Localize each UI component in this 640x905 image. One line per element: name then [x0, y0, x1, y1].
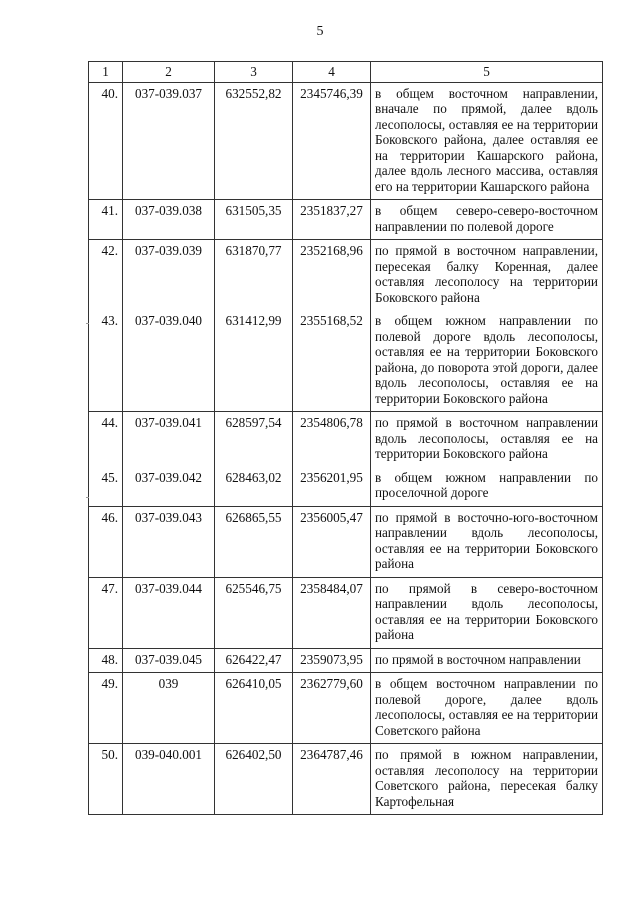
row-number: 41. — [89, 200, 123, 240]
margin-mark — [86, 497, 89, 498]
table-row — [89, 577, 603, 648]
row-number: 42. — [89, 240, 123, 311]
y-coordinate: 2352168,96 — [293, 240, 371, 311]
point-code: 039 — [123, 673, 215, 744]
x-coordinate: 631412,99 — [215, 310, 293, 412]
column-header: 3 — [215, 62, 293, 83]
row-number: 46. — [89, 506, 123, 577]
boundary-description: по прямой в восточно-юго-восточном направлении вдоль лесополосы, оставляя ее на территории Боковского района — [371, 506, 603, 577]
boundary-description: в общем северо-северо-восточном направлении по полевой дороге — [371, 200, 603, 240]
point-code: 039-040.001 — [123, 744, 215, 815]
x-coordinate: 625546,75 — [215, 577, 293, 648]
x-coordinate: 626402,50 — [215, 744, 293, 815]
point-code: 037-039.038 — [123, 200, 215, 240]
point-code: 037-039.045 — [123, 648, 215, 673]
table-row — [89, 412, 603, 467]
x-coordinate: 631505,35 — [215, 200, 293, 240]
y-coordinate: 2364787,46 — [293, 744, 371, 815]
x-coordinate: 631870,77 — [215, 240, 293, 311]
table-row — [89, 82, 603, 200]
boundary-table — [88, 61, 603, 815]
x-coordinate: 632552,82 — [215, 82, 293, 200]
y-coordinate: 2351837,27 — [293, 200, 371, 240]
point-code: 037-039.037 — [123, 82, 215, 200]
x-coordinate: 626410,05 — [215, 673, 293, 744]
table-row — [89, 467, 603, 507]
point-code: 037-039.043 — [123, 506, 215, 577]
x-coordinate: 628463,02 — [215, 467, 293, 507]
y-coordinate: 2345746,39 — [293, 82, 371, 200]
boundary-description: по прямой в восточном направлении, пересекая балку Коренная, далее оставляя лесополосу на территории Боковского района — [371, 240, 603, 311]
point-code: 037-039.039 — [123, 240, 215, 311]
boundary-description: в общем восточном направлении по полевой дороге, далее вдоль лесополосы, оставляя ее на территории Советского района — [371, 673, 603, 744]
y-coordinate: 2359073,95 — [293, 648, 371, 673]
point-code: 037-039.042 — [123, 467, 215, 507]
row-number: 44. — [89, 412, 123, 467]
margin-mark — [86, 323, 89, 324]
table-row — [89, 506, 603, 577]
table-row — [89, 240, 603, 311]
x-coordinate: 628597,54 — [215, 412, 293, 467]
row-number: 49. — [89, 673, 123, 744]
y-coordinate: 2358484,07 — [293, 577, 371, 648]
boundary-description: в общем восточном направлении, вначале по прямой, далее вдоль лесополосы, оставляя ее на территории Боковского района, далее оставляя ее на территории Кашарского района, далее вдоль лесного массива, оставляя его на территории Кашарского района — [371, 82, 603, 200]
column-header: 1 — [89, 62, 123, 83]
x-coordinate: 626865,55 — [215, 506, 293, 577]
y-coordinate: 2356201,95 — [293, 467, 371, 507]
table-row — [89, 673, 603, 744]
column-header: 5 — [371, 62, 603, 83]
y-coordinate: 2356005,47 — [293, 506, 371, 577]
column-header: 2 — [123, 62, 215, 83]
page-number: 5 — [316, 24, 324, 39]
row-number: 48. — [89, 648, 123, 673]
boundary-description: по прямой в северо-восточном направлении вдоль лесополосы, оставляя ее на территории Боковского района — [371, 577, 603, 648]
table-row — [89, 200, 603, 240]
boundary-description: по прямой в южном направлении, оставляя лесополосу на территории Советского района, пересекая балку Картофельная — [371, 744, 603, 815]
boundary-description: по прямой в восточном направлении — [371, 648, 603, 673]
point-code: 037-039.040 — [123, 310, 215, 412]
row-number: 47. — [89, 577, 123, 648]
y-coordinate: 2355168,52 — [293, 310, 371, 412]
point-code: 037-039.041 — [123, 412, 215, 467]
point-code: 037-039.044 — [123, 577, 215, 648]
row-number: 43. — [89, 310, 123, 412]
x-coordinate: 626422,47 — [215, 648, 293, 673]
y-coordinate: 2354806,78 — [293, 412, 371, 467]
row-number: 50. — [89, 744, 123, 815]
column-header: 4 — [293, 62, 371, 83]
boundary-description: в общем южном направлении по полевой дороге вдоль лесополосы, оставляя ее на территории Боковского района, до поворота этой дороги, далее вдоль лесополосы, оставляя ее на территории Боковского района — [371, 310, 603, 412]
row-number: 45. — [89, 467, 123, 507]
y-coordinate: 2362779,60 — [293, 673, 371, 744]
table-row — [89, 310, 603, 412]
boundary-description: в общем южном направлении по проселочной дороге — [371, 467, 603, 507]
table-row — [89, 744, 603, 815]
table-row — [89, 648, 603, 673]
boundary-description: по прямой в восточном направлении вдоль лесополосы, оставляя ее на территории Боковского района — [371, 412, 603, 467]
row-number: 40. — [89, 82, 123, 200]
table-header-row — [89, 62, 603, 83]
